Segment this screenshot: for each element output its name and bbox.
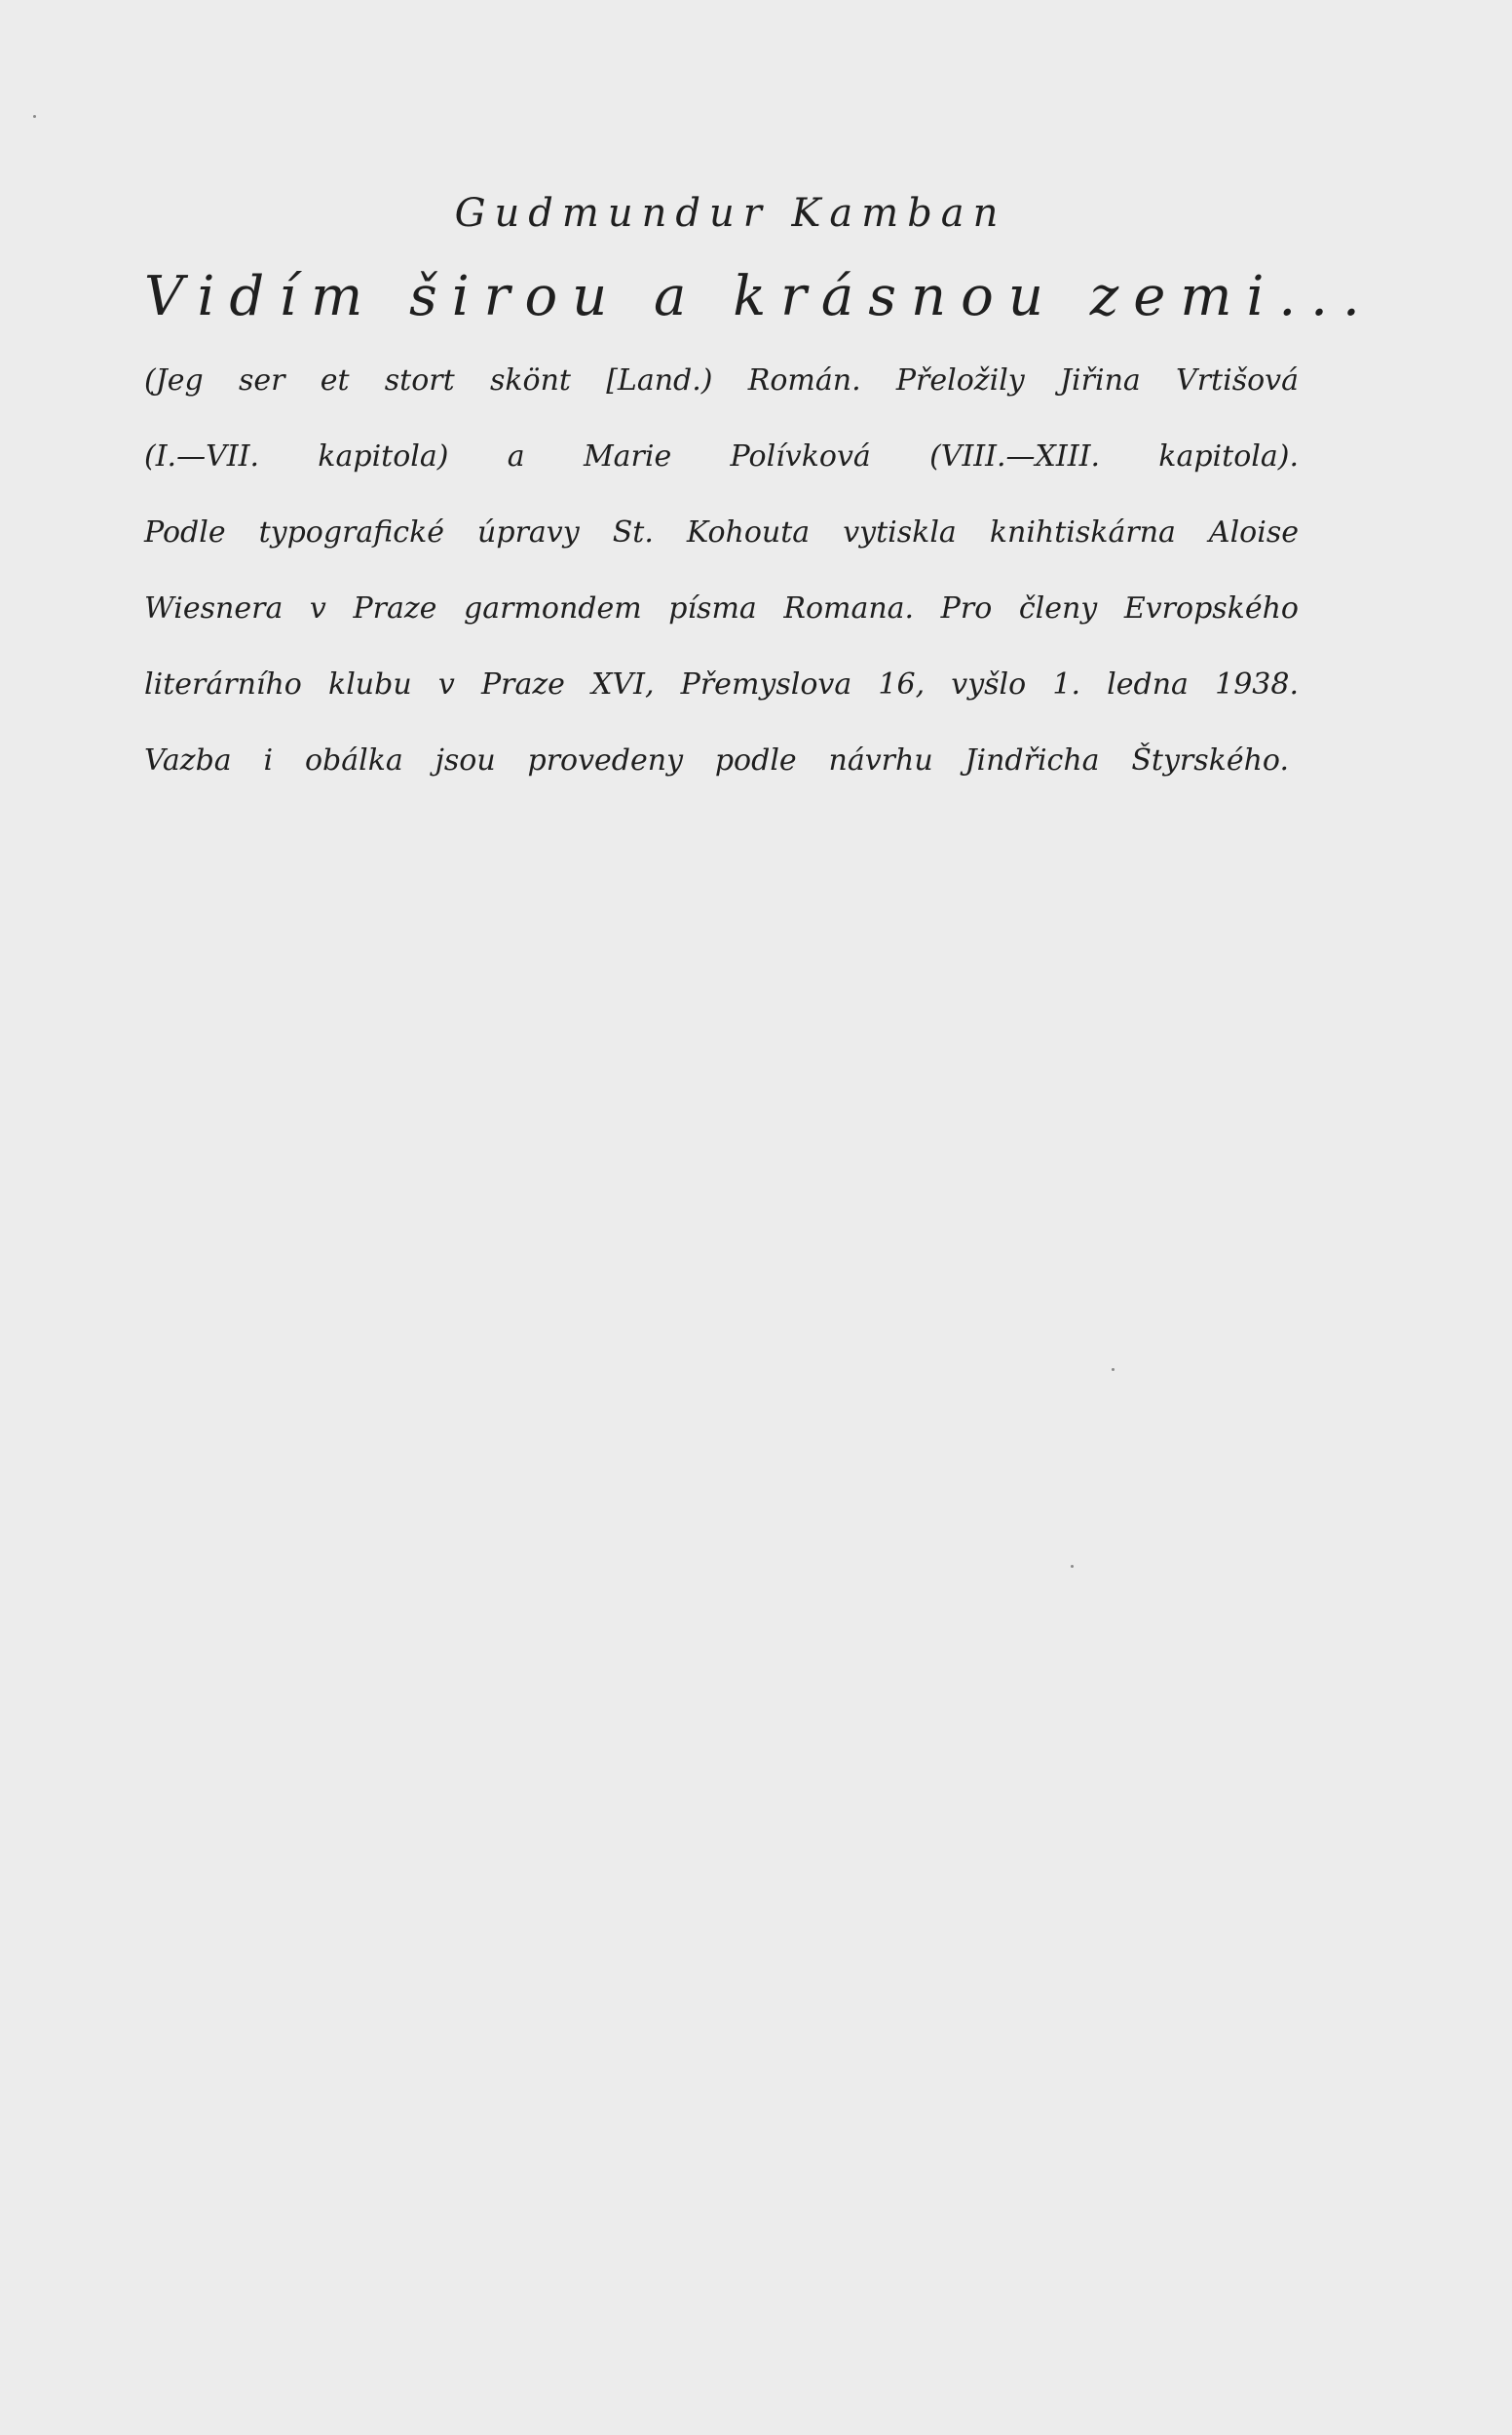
book-title: Vidím širou a krásnou zemi... xyxy=(144,265,1375,328)
paper-speck xyxy=(1112,1368,1115,1371)
imprint-line: (Jeg ser et stort skönt [Land.) Román. Přeložily Jiřina Vrtišová xyxy=(144,363,1299,398)
imprint-line: Podle typografické úpravy St. Kohouta vytiskla knihtiskárna Aloise xyxy=(144,515,1299,550)
imprint-line: Wiesnera v Praze garmondem písma Romana. Pro členy Evropského xyxy=(144,591,1299,626)
colophon xyxy=(136,175,1375,799)
imprint-line: Vazba i obálka jsou provedeny podle návrhu Jindřicha Štyrského. xyxy=(144,743,1289,778)
imprint-line: literárního klubu v Praze XVI, Přemyslova 16, vyšlo 1. ledna 1938. xyxy=(144,667,1299,702)
paper-speck xyxy=(33,115,36,118)
imprint-line: (I.—VII. kapitola) a Marie Polívková (VIII.—XIII. kapitola). xyxy=(144,439,1299,474)
paper-speck xyxy=(1071,1565,1074,1568)
author-name: Gudmundur Kamban xyxy=(454,191,1007,236)
